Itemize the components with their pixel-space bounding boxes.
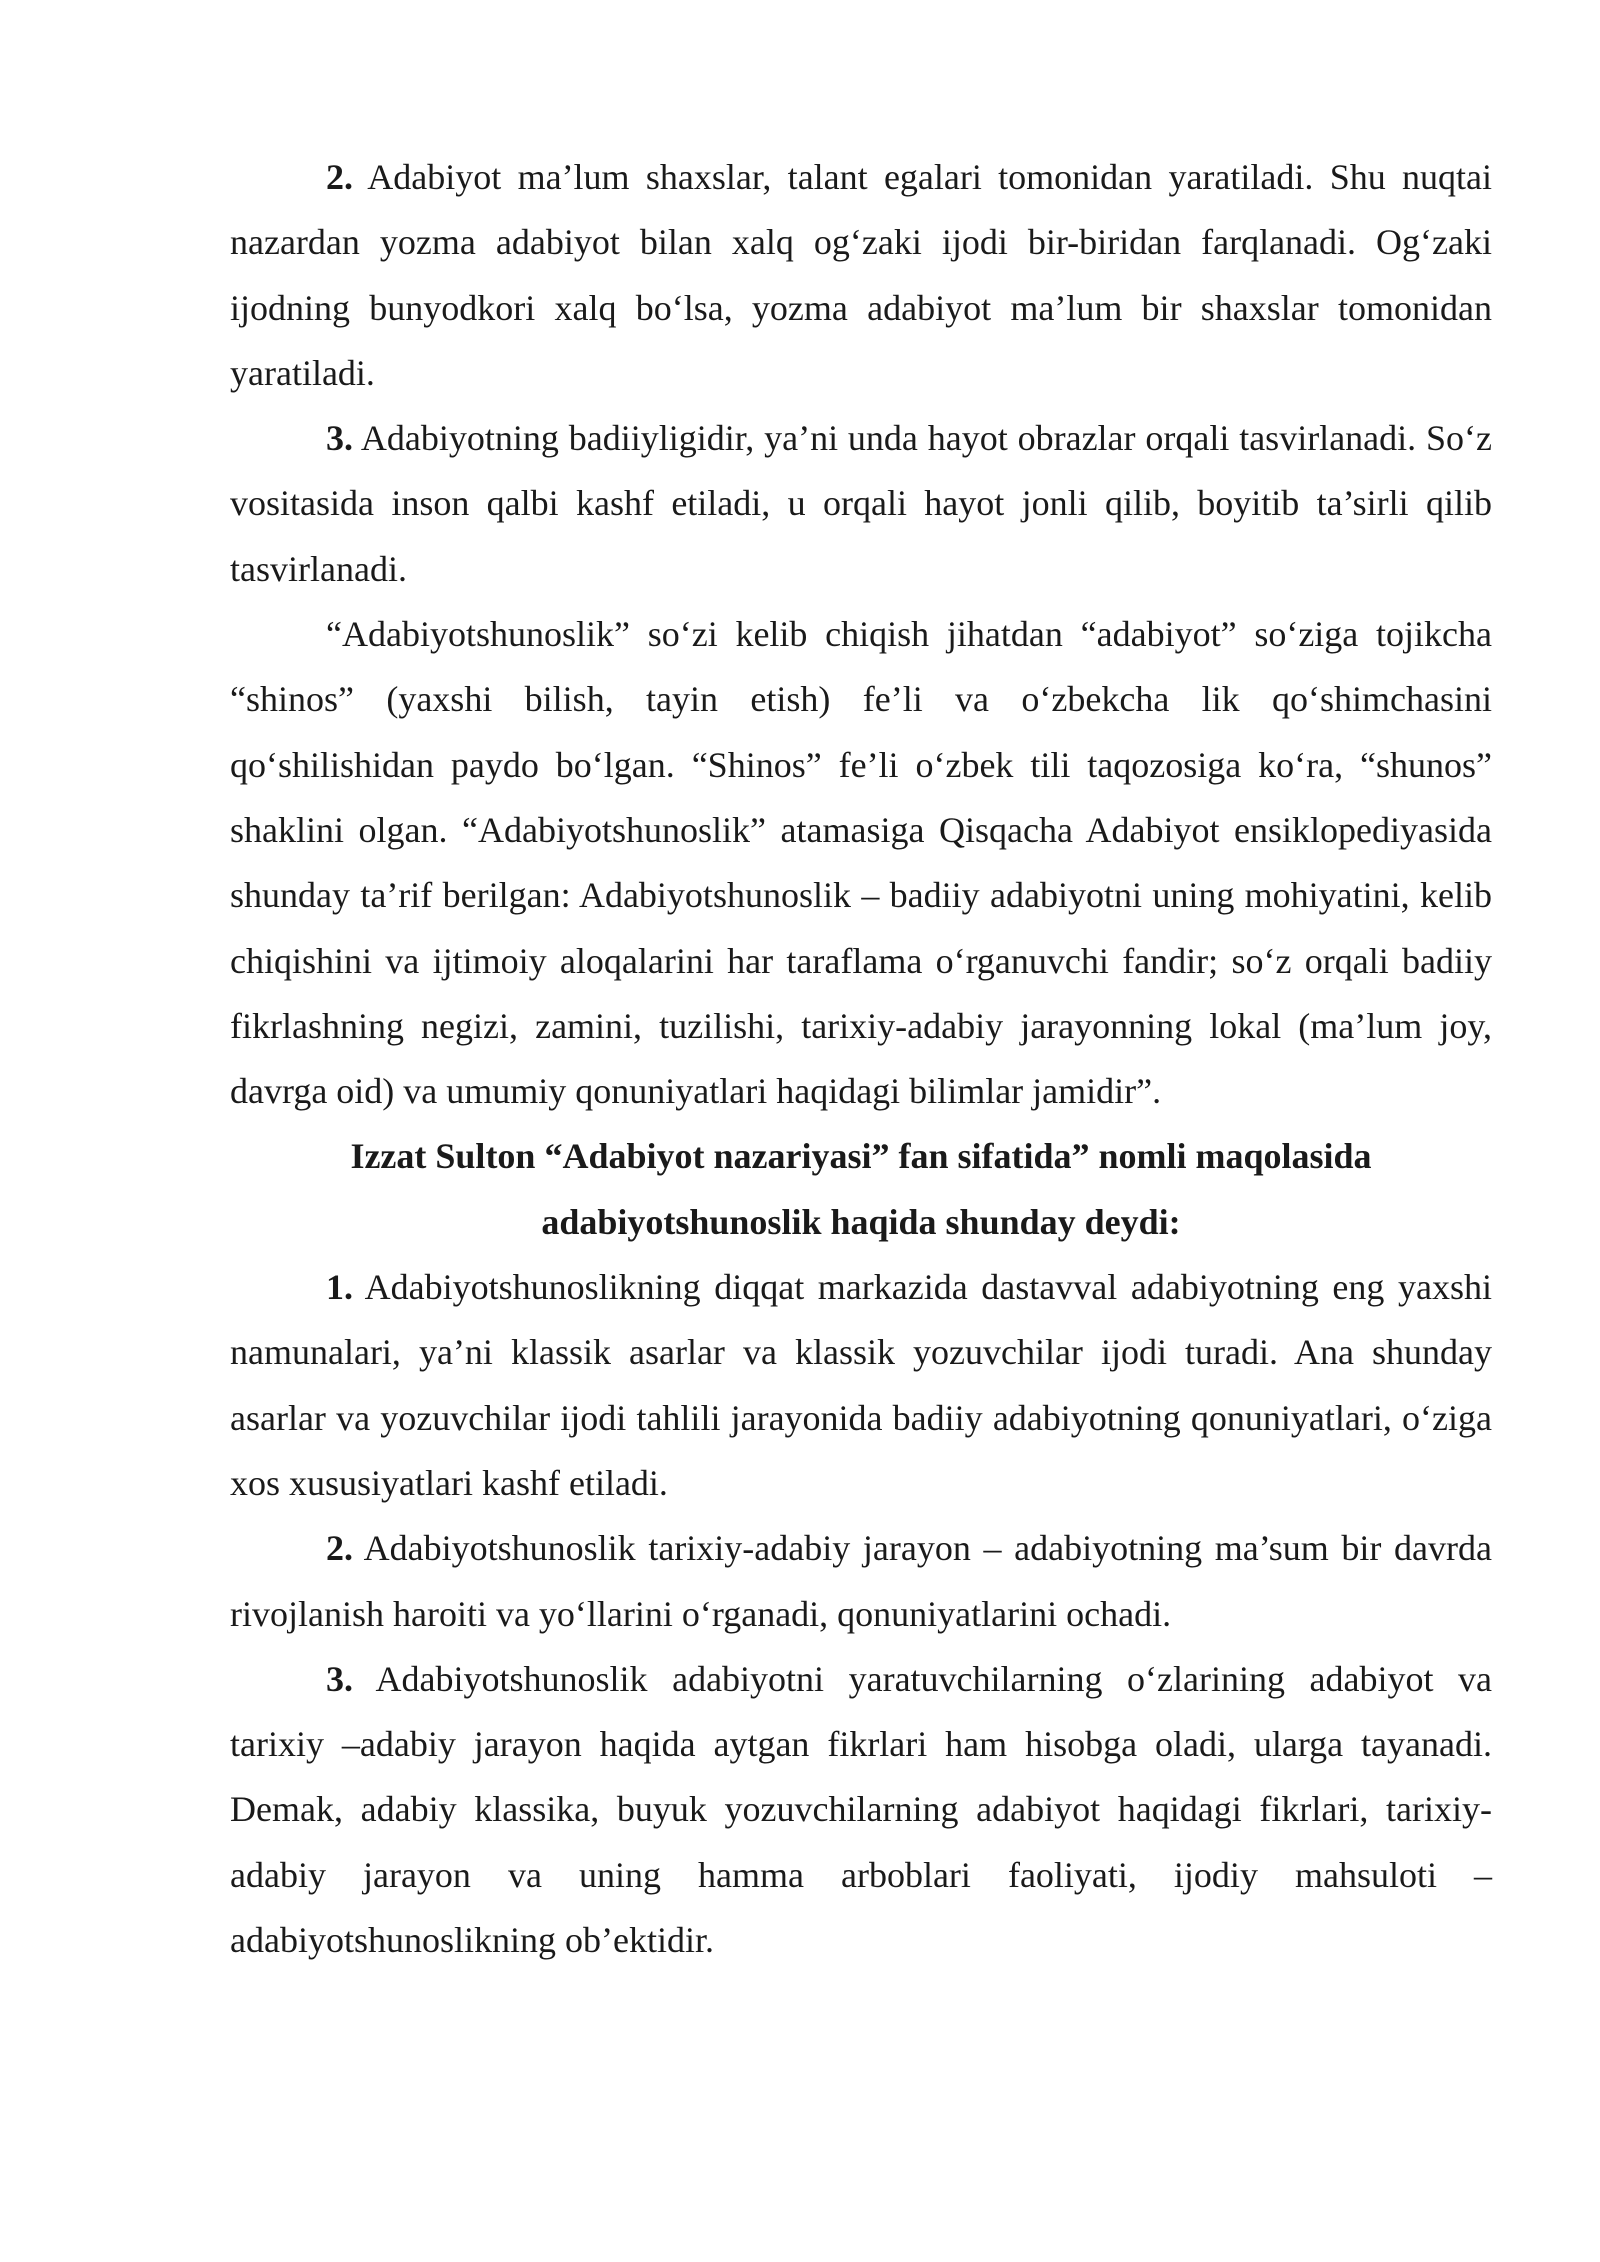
paragraph-number: 2.	[326, 1528, 353, 1569]
list-paragraph-1	[230, 1255, 1492, 1516]
section-heading-line-1: Izzat Sulton “Adabiyot nazariyasi” fan sifatida” nomli maqolasida	[350, 1136, 1372, 1177]
paragraph-number: 2.	[326, 157, 353, 197]
paragraph-number: 3.	[326, 1658, 353, 1699]
document-page	[230, 145, 1492, 1973]
definition-paragraph: “Adabiyotshunoslik” so‘zi kelib chiqish jihatdan “adabiyot” so‘ziga tojikcha “shinos” (yaxshi bilish, tayin etish) fe’li va o‘zbekcha lik qo‘shimchasini qo‘shilishidan paydo bo‘lgan. “Shinos” fe’li o‘zbek tili taqozosiga ko‘ra, “shunos” shaklini olgan. “Adabiyotshunoslik” atamasiga Qisqacha Adabiyot ensiklopediyasida shunday ta’rif berilgan: Adabiyotshunoslik – badiiy adabiyotni uning mohiyatini, kelib chiqishini va ijtimoiy aloqalarini har taraflama o‘rganuvchi fandir; so‘z orqali badiiy fikrlashning negizi, zamini, tuzilishi, tarixiy-adabiy jarayonning lokal (ma’lum joy, davrga oid) va umumiy qonuniyatlari haqidagi bilimlar jamidir”.	[230, 614, 1492, 1112]
paragraph-text: Adabiyotshunoslik tarixiy-adabiy jarayon – adabiyotning ma’sum bir davrda rivojlanish haroiti va yo‘llarini o‘rganadi, qonuniyatlarini ochadi.	[230, 1528, 1492, 1634]
paragraph-point-2	[230, 145, 1492, 406]
list-paragraph-3	[230, 1647, 1492, 1973]
paragraph-text: Adabiyotning badiiyligidir, ya’ni unda hayot obrazlar orqali tasvirlanadi. So‘z vositasida inson qalbi kashf etiladi, u orqali hayot jonli qilib, boyitib ta’sirli qilib tasvirlanadi.	[230, 418, 1492, 589]
paragraph-text: Adabiyotshunoslik adabiyotni yaratuvchilarning o‘zlarining adabiyot va tarixiy –adabiy jarayon haqida aytgan fikrlari ham hisobga oladi, ularga tayanadi. Demak, adabiy klassika, buyuk yozuvchilarning adabiyot haqidagi fikrlari, tarixiy-adabiy jarayon va uning hamma arboblari faoliyati, ijodiy mahsuloti – adabiyotshunoslikning ob’ektidir.	[230, 1658, 1492, 1961]
paragraph-text: Adabiyot ma’lum shaxslar, talant egalari tomonidan yaratiladi. Shu nuqtai nazardan yozma adabiyot bilan xalq og‘zaki ijodi bir-biridan farqlanadi. Og‘zaki ijodning bunyodkori xalq bo‘lsa, yozma adabiyot ma’lum bir shaxslar tomonidan yaratiladi.	[230, 157, 1492, 393]
paragraph-number: 1.	[326, 1267, 353, 1308]
list-paragraph-2	[230, 1516, 1492, 1647]
paragraph-point-3	[230, 406, 1492, 602]
paragraph-text: Adabiyotshunoslikning diqqat markazida dastavval adabiyotning eng yaxshi namunalari, ya’ni klassik asarlar va klassik yozuvchilar ijodi turadi. Ana shunday asarlar va yozuvchilar ijodi tahlili jarayonida badiiy adabiyotning qonuniyatlari, o‘ziga xos xususiyatlari kashf etiladi.	[230, 1267, 1492, 1503]
paragraph-number: 3.	[326, 418, 353, 459]
section-heading-line-2: adabiyotshunoslik haqida shunday deydi:	[541, 1201, 1181, 1242]
